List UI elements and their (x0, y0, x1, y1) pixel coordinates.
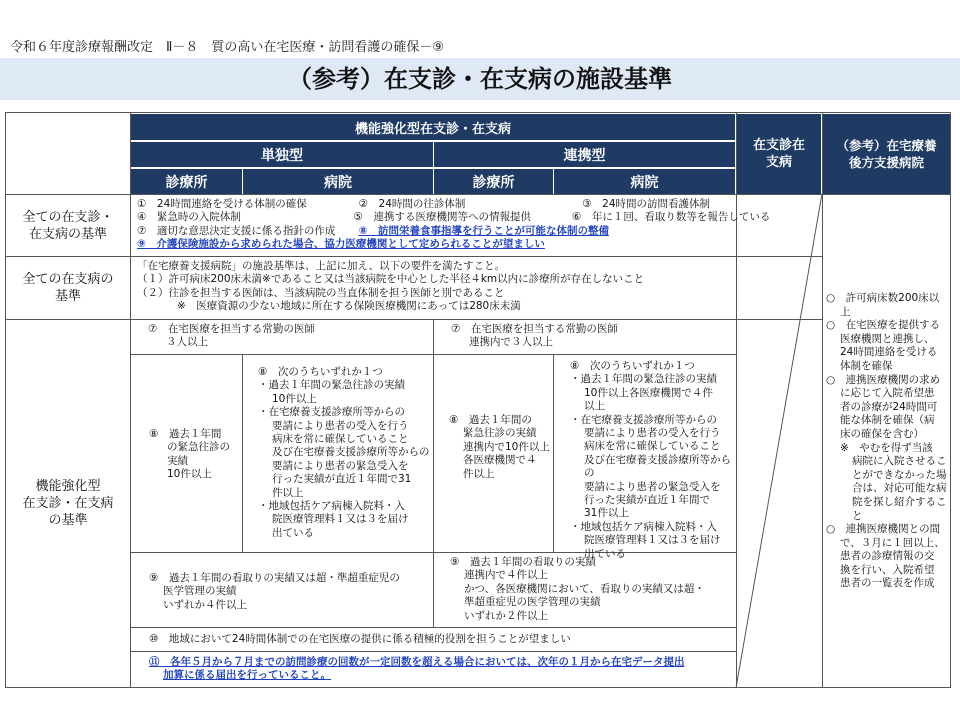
all-criteria-list (137, 198, 771, 252)
page-title: （参考）在支診・在支病の施設基準 (288, 65, 672, 93)
k8-renkei-hospital: ⑧ 次のうちいずれか１つ ・過去１年間の緊急往診の実績 10件以上各医療機関で４件 以上 ・在宅療養支援診療所等からの 要請により患者の受入を行う 病床を常に確保していること 及び在宅療養支援診療所等からの 要請により患者の緊急受入を 行った実績が直近１年間で 31件以上 ・地域包括ケア病棟入院料・入 院医療管理料１又は３を届け 出ている (570, 360, 731, 560)
label-hospital-criteria: 全ての在支病の 基準 (22, 272, 114, 304)
k7-renkei: ⑦ 在宅医療を担当する常勤の医師 連携内で３人以上 (451, 323, 618, 349)
header-renkei: 連携型 (434, 142, 735, 167)
k8-tandoku-hospital: ⑧ 次のうちいずれか１つ ・過去１年間の緊急往診の実績 10件以上 ・在宅療養支援診療所等からの 要請により患者の受入を行う 病床を常に確保していること 及び在宅療養支援診療所等からの 要請により患者の緊急受入を 行った実績が直近１年間で31 件以上 ・地域包括ケア病棟入院料・入 院医療管理料１又は３を届け 出ている (258, 366, 430, 539)
breadcrumb-header: 令和６年度診療報酬改定 Ⅱ－８ 質の高い在宅医療・訪問看護の確保－⑨ (10, 40, 445, 55)
header-clinic-renkei: 診療所 (434, 169, 553, 194)
header-zaishishin: 在支診在 支病 (737, 114, 821, 194)
k9-tandoku: ⑨ 過去１年間の看取りの実績又は超・準超重症児の 医学管理の実績 いずれか４件以上 (149, 572, 400, 611)
k7-tandoku: ⑦ 在宅医療を担当する常勤の医師 ３人以上 (148, 323, 315, 349)
label-all-criteria: 全ての在支診・ 在支病の基準 (22, 209, 114, 242)
backup-hospital-criteria: ○ 許可病床数200床以 上 ○ 在宅医療を提供する 医療機関と連携し、 24時間連絡を受ける 体制を確保 ○ 連携医療機関の求め に応じて入院希望患 者の診療が24時間可 能な体制を確保（病 床の確保を含む） ※ やむを得ず当該 病院に入院させるこ とができなかった場 合は、対応可能な病 院を探し紹介するこ と ○ 連携医療機関との間 で、３月に１回以上、 患者の診療情報の交 換を行い、入院希望 患者の一覧表を作成 (826, 292, 947, 590)
header-clinic-tandoku: 診療所 (131, 169, 242, 194)
hospital-criteria-text: 「在宅療養支援病院」の施設基準は、上記に加え、以下の要件を満たすこと。 （１）許可病床200床未満※であること又は当該病院を中心とした半径４km以内に診療所が存在しないこと （２）往診を担当する医師は、当該病院の当直体制を担う医師と別であること ※ 医療資源の少ない地域に所在する保険医療機関にあっては280床未満 (137, 260, 645, 313)
k10-text: ⑩ 地域において24時間体制での在宅医療の提供に係る積極的役割を担うことが望ましい (149, 633, 571, 645)
k8-renkei-clinic: ⑧ 過去１年間の 緊急往診の実績 連携内で10件以上 各医療機関で４ 件以上 (449, 414, 550, 480)
header-hospital-tandoku: 病院 (243, 169, 433, 194)
all-criteria-item9: ⑨ 介護保険施設から求められた場合、協力医療機関として定められることが望ましい (137, 238, 545, 251)
k9-renkei: ⑨ 過去１年間の看取りの実績 連携内で４件以上 かつ、各医療機関において、看取りの実績又は超・ 準超重症児の医学管理の実績 いずれか２件以上 (450, 556, 705, 622)
header-hospital-renkei: 病院 (554, 169, 735, 194)
all-criteria-row: ④ 緊急時の入院体制 ⑤ 連携する医療機関等への情報提供 ⑥ 年に１回、看取り数等を報告している (137, 211, 771, 224)
header-sankou-backup-hospital: （参考）在宅療養 後方支援病院 (823, 114, 950, 194)
k8-tandoku-clinic: ⑧ 過去１年間 の緊急往診の 実績 10件以上 (149, 428, 230, 481)
label-kinou-criteria: 機能強化型 在支診・在支病 の基準 (22, 479, 114, 528)
header-tandoku: 単独型 (131, 142, 433, 167)
k11-text: ⑪ 各年５月から７月までの訪問診療の回数が一定回数を超える場合においては、次年の１月から在宅データ提出 加算に係る届出を行っていること。 (149, 656, 685, 682)
all-criteria-row: ⑦ 適切な意思決定支援に係る指針の作成 ⑧ 訪問栄養食事指導を行うことが可能な体制の整備 (137, 224, 610, 237)
diagonal-na-line (736, 194, 822, 688)
header-kinou: 機能強化型在支診・在支病 (131, 114, 735, 140)
all-criteria-row: ① 24時間連絡を受ける体制の確保 ② 24時間の往診体制 ③ 24時間の訪問看護体制 (137, 198, 711, 210)
